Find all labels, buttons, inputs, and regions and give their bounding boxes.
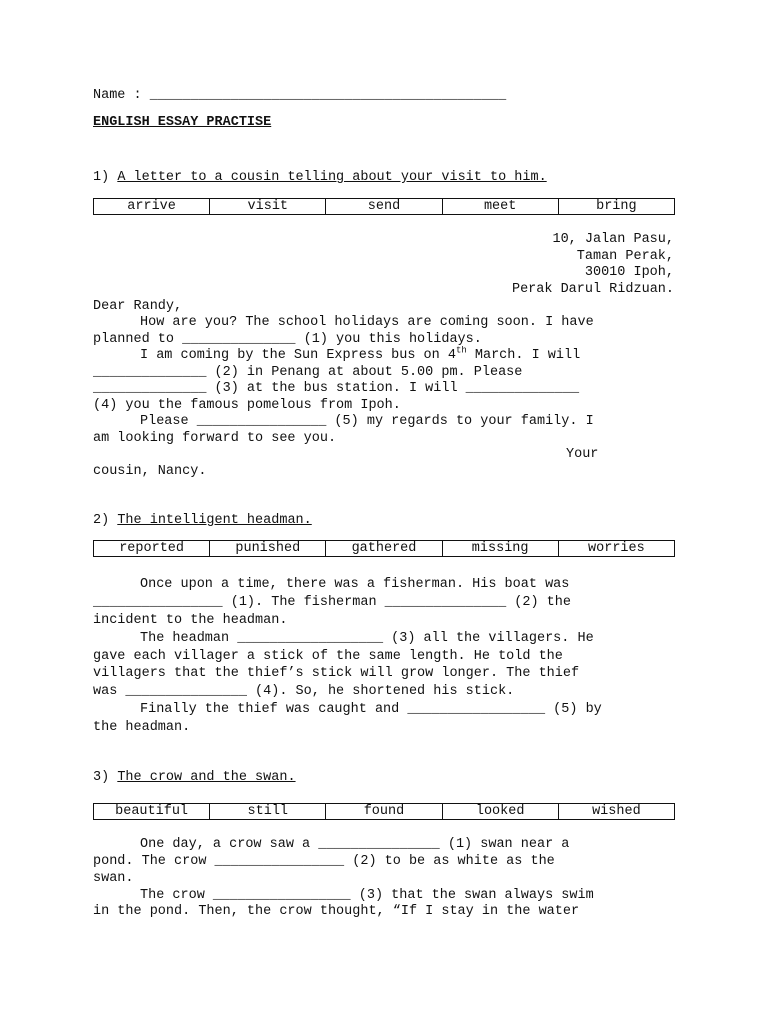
- letter-line: ______________ (3) at the bus station. I will ______________: [93, 381, 580, 396]
- word-bank-cell: still: [210, 804, 326, 820]
- story-line: Once upon a time, there was a fisherman. His boat was: [140, 577, 570, 592]
- section-2-number: 2): [93, 513, 110, 528]
- letter-signature: cousin, Nancy.: [93, 464, 207, 479]
- letter-line: Please ________________ (5) my regards to your family. I: [140, 414, 594, 429]
- letter-line: ______________ (2) in Penang at about 5.00 pm. Please: [93, 365, 523, 380]
- story-line: ________________ (1). The fisherman _______________ (2) the: [93, 595, 571, 610]
- section-2-title: The intelligent headman.: [117, 513, 312, 528]
- ordinal-suffix: th: [455, 345, 467, 356]
- name-row: [93, 88, 506, 103]
- story-line: pond. The crow ________________ (2) to be as white as the: [93, 854, 555, 869]
- section-1-title: A letter to a cousin telling about your visit to him.: [117, 170, 547, 185]
- section-3-number: 3): [93, 770, 110, 785]
- word-bank-cell: bring: [558, 199, 674, 215]
- section-1-title-row: [93, 170, 547, 185]
- story-line: gave each villager a stick of the same length. He told the: [93, 649, 563, 664]
- section-3-word-bank: [93, 803, 675, 820]
- letter-line: [93, 347, 580, 364]
- word-bank-cell: visit: [210, 199, 326, 215]
- address-line: 10, Jalan Pasu,: [552, 232, 674, 247]
- story-line: swan.: [93, 871, 134, 886]
- letter-line: How are you? The school holidays are coming soon. I have: [140, 315, 594, 330]
- word-bank-cell: punished: [210, 541, 326, 557]
- section-1-number: 1): [93, 170, 110, 185]
- section-2-word-bank: [93, 540, 675, 557]
- letter-line: (4) you the famous pomelous from Ipoh.: [93, 398, 401, 413]
- word-bank-cell: arrive: [94, 199, 210, 215]
- word-bank-cell: beautiful: [94, 804, 210, 820]
- letter-salutation: Dear Randy,: [93, 299, 183, 314]
- section-2-title-row: [93, 513, 312, 528]
- word-bank-cell: reported: [94, 541, 210, 557]
- letter-text: I am coming by the Sun Express bus on 4: [140, 348, 456, 363]
- word-bank-cell: send: [326, 199, 442, 215]
- letter-line: planned to ______________ (1) you this holidays.: [93, 332, 482, 347]
- section-3-title: The crow and the swan.: [117, 770, 296, 785]
- name-blank: ____________________________________________: [149, 88, 507, 103]
- word-bank-cell: gathered: [326, 541, 442, 557]
- word-bank-cell: missing: [442, 541, 558, 557]
- story-line: One day, a crow saw a _______________ (1) swan near a: [140, 837, 570, 852]
- word-bank-cell: meet: [442, 199, 558, 215]
- story-line: The crow _________________ (3) that the swan always swim: [140, 888, 594, 903]
- word-bank-cell: found: [326, 804, 442, 820]
- story-line: in the pond. Then, the crow thought, “If I stay in the water: [93, 904, 580, 919]
- name-label: Name :: [93, 88, 142, 103]
- letter-line: am looking forward to see you.: [93, 431, 337, 446]
- story-line: Finally the thief was caught and _________________ (5) by: [140, 702, 602, 717]
- address-line: 30010 Ipoh,: [584, 265, 674, 280]
- address-line: Taman Perak,: [576, 248, 674, 264]
- story-line: the headman.: [93, 720, 191, 735]
- address-line: Perak Darul Ridzuan.: [511, 281, 674, 297]
- story-line: incident to the headman.: [93, 613, 288, 628]
- worksheet-heading: ENGLISH ESSAY PRACTISE: [93, 115, 272, 130]
- section-1-word-bank: [93, 198, 675, 215]
- word-bank-cell: looked: [442, 804, 558, 820]
- word-bank-cell: wished: [558, 804, 674, 820]
- word-bank-cell: worries: [558, 541, 674, 557]
- letter-closing: Your: [566, 447, 599, 462]
- story-line: The headman __________________ (3) all the villagers. He: [140, 631, 594, 646]
- story-line: was _______________ (4). So, he shortened his stick.: [93, 684, 515, 699]
- letter-text: March. I will: [466, 348, 581, 363]
- section-3-title-row: [93, 770, 296, 785]
- story-line: villagers that the thief’s stick will grow longer. The thief: [93, 666, 580, 681]
- letter-address: [512, 232, 674, 298]
